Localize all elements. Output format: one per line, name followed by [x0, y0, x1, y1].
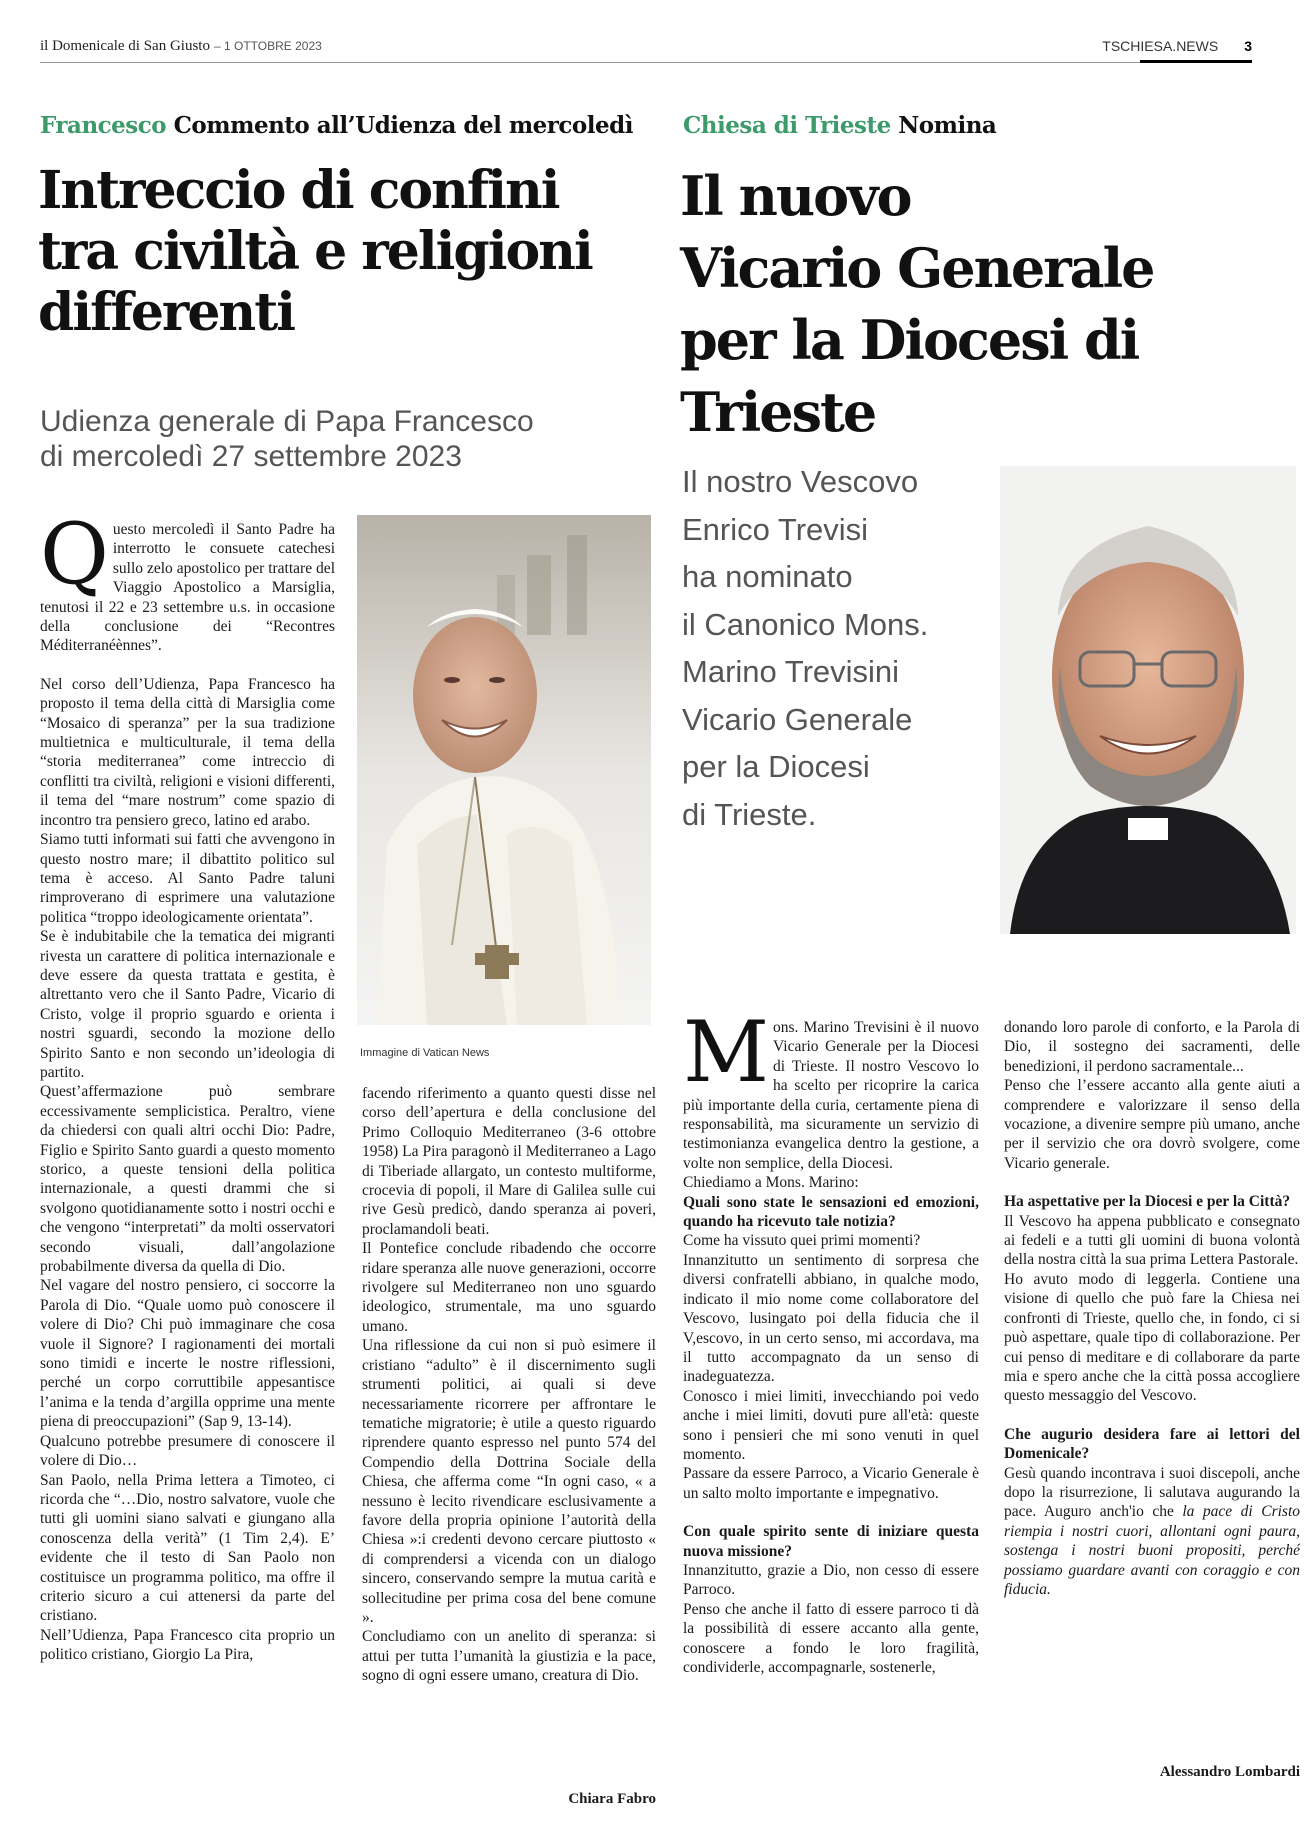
paragraph: Qualcuno potrebbe presumere di conoscere il volere di Dio… — [40, 1432, 335, 1470]
paragraph: Il Pontefice conclude ribadendo che occorre ridare speranza alle nuove generazioni, occorre rivolgere sul Mediterraneo non uno sguardo ideologico, strumentale, ma uno sguardo umano. — [362, 1240, 656, 1335]
left-article-author: Chiara Fabro — [568, 1791, 656, 1807]
right-lead-line: ha nominato — [682, 559, 853, 594]
paragraph: Ho avuto modo di leggerla. Contiene una visione di quello che può fare la Chiesa nei confronti di Trieste, quello che, in fondo, ci si può aspettare, quale tipo di collaborazione. Per cui penso di meditare e di collaborare da parte mia e spero anche che la città possa accogliere questo messaggio del Vescovo. — [1004, 1270, 1300, 1405]
paragraph: Nel corso dell’Udienza, Papa Francesco ha proposto il tema della città di Marsiglia come “Mosaico di speranza” per la sua tradizione multietnica e multiculturale, il tema della “storia mediterranea” come intreccio di conflitti tra civiltà, religioni e visioni differenti, il tema del “mare nostrum” come spazio di incontro tra pensiero greco, latino ed arabo. — [40, 675, 335, 829]
left-article-column-2 — [362, 1084, 656, 1686]
site-link[interactable]: TSCHIESA.NEWS — [1102, 38, 1219, 54]
right-headline — [680, 160, 1314, 448]
paragraph: Come ha vissuto quei primi momenti? — [683, 1232, 921, 1250]
publication-name: il Domenicale di San Giusto — [40, 38, 210, 54]
vicar-photo-illustration — [1000, 466, 1296, 934]
pope-photo-illustration — [357, 515, 651, 1025]
left-headline-line: tra civiltà e religioni — [38, 221, 592, 282]
paragraph: Passare da essere Parroco, a Vicario Generale è un salto molto importante e impegnativo. — [683, 1465, 979, 1502]
header-accent-bar — [1140, 60, 1252, 63]
mons-trevisini-photo — [1000, 466, 1296, 934]
left-subtitle — [40, 404, 534, 474]
pope-francesco-photo — [357, 515, 651, 1025]
paragraph: Innanzitutto, grazie a Dio, non cesso di essere Parroco. — [683, 1561, 979, 1599]
paragraph: Il Vescovo ha appena pubblicato e consegnato ai fedeli e a tutti gli uomini di buona volontà della nostra città la sua prima Lettera Pastorale. — [1004, 1212, 1300, 1269]
left-kicker-topic: Commento all’Udienza del mercoledì — [173, 112, 633, 139]
page-number: 3 — [1244, 38, 1252, 54]
issue-date: – 1 OTTOBRE 2023 — [213, 39, 322, 53]
right-lead-line: il Canonico Mons. — [682, 606, 929, 642]
paragraph — [1004, 1464, 1300, 1600]
photo-caption: Immagine di Vatican News — [360, 1047, 490, 1059]
right-headline-line: Vicario Generale — [680, 236, 1154, 300]
right-lead-line: Marino Trevisini — [682, 654, 900, 689]
interview-question: Quali sono state le sensazioni ed emozioni, quando ha ricevuto tale notizia? — [683, 1193, 979, 1231]
right-lead-line: Enrico Trevisi — [682, 511, 869, 547]
right-kicker-section: Chiesa di Trieste — [683, 112, 891, 139]
right-article-column-2 — [1004, 1018, 1300, 1599]
left-headline-line: Intreccio di confini — [38, 160, 559, 221]
left-headline-line: differenti — [38, 282, 294, 343]
paragraph: facendo riferimento a quanto questi disse nel corso dell’apertura e della conclusione del Primo Colloquio Mediterraneo (3-6 ottobre 1958) La Pira paragonò il Mediterraneo a Lago di Tiberiade allargato, un contesto multiforme, crocevia di popoli, il Mare di Galilea sulle cui rive Gesù predicò, dando speranza ai poveri, proclamandoli beati. — [362, 1085, 656, 1238]
paragraph: donando loro parole di conforto, e la Parola di Dio, il sostegno dei sacramenti, delle benedizioni, il perdono sacramentale... — [1004, 1019, 1300, 1075]
right-lead-line: Vicario Generale — [682, 701, 913, 737]
paragraph: Penso che l’essere accanto alla gente aiuti a comprendere e valorizzare il senso della vocazione, a divenire sempre più umano, anche per il servizio che ora dovrò svolgere, come Vicario generale. — [1004, 1077, 1300, 1172]
right-lead — [682, 458, 928, 838]
paragraph: Chiediamo a Mons. Marino: — [683, 1174, 859, 1192]
right-headline-line: per la Diocesi di Trieste — [680, 308, 1139, 444]
paragraph: Siamo tutti informati sui fatti che avvengono in questo nostro mare; il dibattito politico sul tema è acceso. Al Santo Padre taluni rimproverano di esprimere una valutazione politica “troppo ideologicamente orientata”. — [40, 831, 335, 926]
interview-question: Con quale spirito sente di iniziare questa nuova missione? — [683, 1523, 979, 1560]
left-headline — [38, 160, 592, 343]
right-headline-line: Il nuovo — [680, 164, 911, 228]
paragraph: Innanzitutto un sentimento di sorpresa che diversi confratelli abbiano, in qualche modo, indicato il mio nome come collaboratore del Vescovo, lusingato poi della fiducia che il V,escovo, in un certo senso, mi accordava, ma il tutto accompagnato da un senso di inadeguatezza. — [683, 1251, 979, 1386]
paragraph: Una riflessione da cui non si può esimere il cristiano “adulto” è il discernimento sugli strumenti politici, ai quali si deve necessariamente ricorrere per affrontare le tematiche migratorie; è utile a questo riguardo riprendere quanto espresso nel punto 574 del Compendio della Dottrina Sociale della Chiesa, che afferma come “In ogni caso, « a nessuno è lecito rivendicare esclusivamente a favore della propria opinione l’autorità della Chiesa »:i credenti devono cercare piuttosto « di comprendersi a vicenda con un dialogo sincero, conservando sempre la mutua carità e sollecitudine per prima cosa del bene comune ». — [362, 1337, 656, 1626]
paragraph-italic: la pace di Cristo riempia i nostri cuori, allontani ogni paura, sostenga i nostri buoni propositi, perché possiamo guardare avanti con coraggio e con fiducia. — [1004, 1503, 1300, 1598]
paragraph: San Paolo, nella Prima lettera a Timoteo, ci ricorda che “…Dio, nostro salvatore, vuole che tutti gli uomini siano salvati e giungano alla conoscenza della verità” (1 Tim 2,4). E’ evidente che il testo di San Paolo non costituisce un programma politico, ma offre il criterio sicuro a cui attenersi da parte del cristiano. — [40, 1471, 335, 1625]
paragraph-text: Gesù quando incontrava i suoi discepoli, anche dopo la risurrezione, li salutava augurando la pace. Auguro anch'io che — [1004, 1464, 1300, 1521]
running-header — [40, 38, 322, 55]
paragraph: Concludiamo con un anelito di speranza: si attui per tutta l’umanità la giustizia e la pace, sogno di ogni essere umano, creatura di Dio. — [362, 1628, 656, 1685]
left-kicker — [40, 112, 633, 139]
paragraph: Nel vagare del nostro pensiero, ci soccorre la Parola di Dio. “Quale uomo può conoscere il volere di Dio? Chi può immaginare che cosa vuole il Signore? I ragionamenti dei mortali sono timidi e incerte le nostre riflessioni, perché un corpo corruttibile appesantisce l’anima e la tenda d’argilla opprime una mente piena di preoccupazioni” (Sap 9, 13-14). — [40, 1277, 335, 1431]
right-lead-line: di Trieste. — [682, 796, 817, 832]
right-lead-line: Il nostro Vescovo — [682, 464, 919, 499]
paragraph: Penso che anche il fatto di essere parroco ti dà la possibilità di essere accanto alla gente, conoscere a fondo le loro fragilità, condividerle, accompagnarle, sostenerle, — [683, 1600, 979, 1676]
left-article-column-1 — [40, 505, 335, 1665]
drop-cap: Q — [40, 505, 109, 603]
drop-cap: M — [683, 1003, 770, 1101]
left-subtitle-line: di mercoledì 27 settembre 2023 — [40, 440, 462, 473]
paragraph: Se è indubitabile che la tematica dei migranti rivesta un carattere di politica internazionale e deve essere da questa trattata e gestita, è altrettanto vero che il Santo Padre, Vicario di Cristo, volge il proprio sguardo e orienta i nostri sguardi, secondo la mozione dello Spirito Santo e non secondo un’ideologia di partito. — [40, 928, 335, 1081]
right-article-column-1 — [683, 1003, 979, 1677]
right-lead-line: per la Diocesi — [682, 749, 870, 784]
right-article-author: Alessandro Lombardi — [1159, 1764, 1300, 1780]
left-subtitle-line: Udienza generale di Papa Francesco — [40, 405, 534, 438]
interview-question: Ha aspettative per la Diocesi e per la Città? — [1004, 1193, 1291, 1211]
right-kicker — [683, 112, 996, 139]
right-kicker-topic: Nomina — [898, 112, 997, 139]
running-header-right — [1000, 38, 1252, 54]
header-divider — [40, 62, 1252, 63]
paragraph: Quest’affermazione può sembrare eccessivamente semplicistica. Peraltro, viene da chiedersi con quali altri occhi Dio: Padre, Figlio e Spirito Santo guardi a questo momento storico, a queste tensioni della politica internazionale, a questi drammi che si svolgono quotidianamente sotto i nostri occhi e che vengono “interpretati” da molti osservatori secondo visuali, dall’angolazione probabilmente diversa da quella di Dio. — [40, 1083, 335, 1276]
paragraph: uesto mercoledì il Santo Padre ha interrotto le consuete catechesi sullo zelo apostolico per trattare del Viaggio Apostolico a Marsiglia, tenutosi il 22 e 23 settembre u.s. in occasione della conclusione dei “Recontres Méditerranéènnes”. — [40, 521, 335, 655]
paragraph: ons. Marino Trevisini è il nuovo Vicario Generale per la Diocesi di Trieste. Il nostro Vescovo lo ha scelto per ricoprire la carica più importante della curia, certamente piena di responsabilità, ma sicuramente un servizio di testimonianza evangelica dentro la gestione, a volte non semplice, della Diocesi. — [683, 1019, 979, 1172]
left-kicker-section: Francesco — [40, 112, 167, 139]
paragraph: Conosco i miei limiti, invecchiando poi vedo anche i miei limiti, dovuti pure all'età: queste sono i pensieri che mi sono venuti in quel momento. — [683, 1387, 979, 1463]
interview-question: Che augurio desidera fare ai lettori del Domenicale? — [1004, 1425, 1300, 1463]
paragraph: Nell’Udienza, Papa Francesco cita proprio un politico cristiano, Giorgio La Pira, — [40, 1626, 335, 1664]
